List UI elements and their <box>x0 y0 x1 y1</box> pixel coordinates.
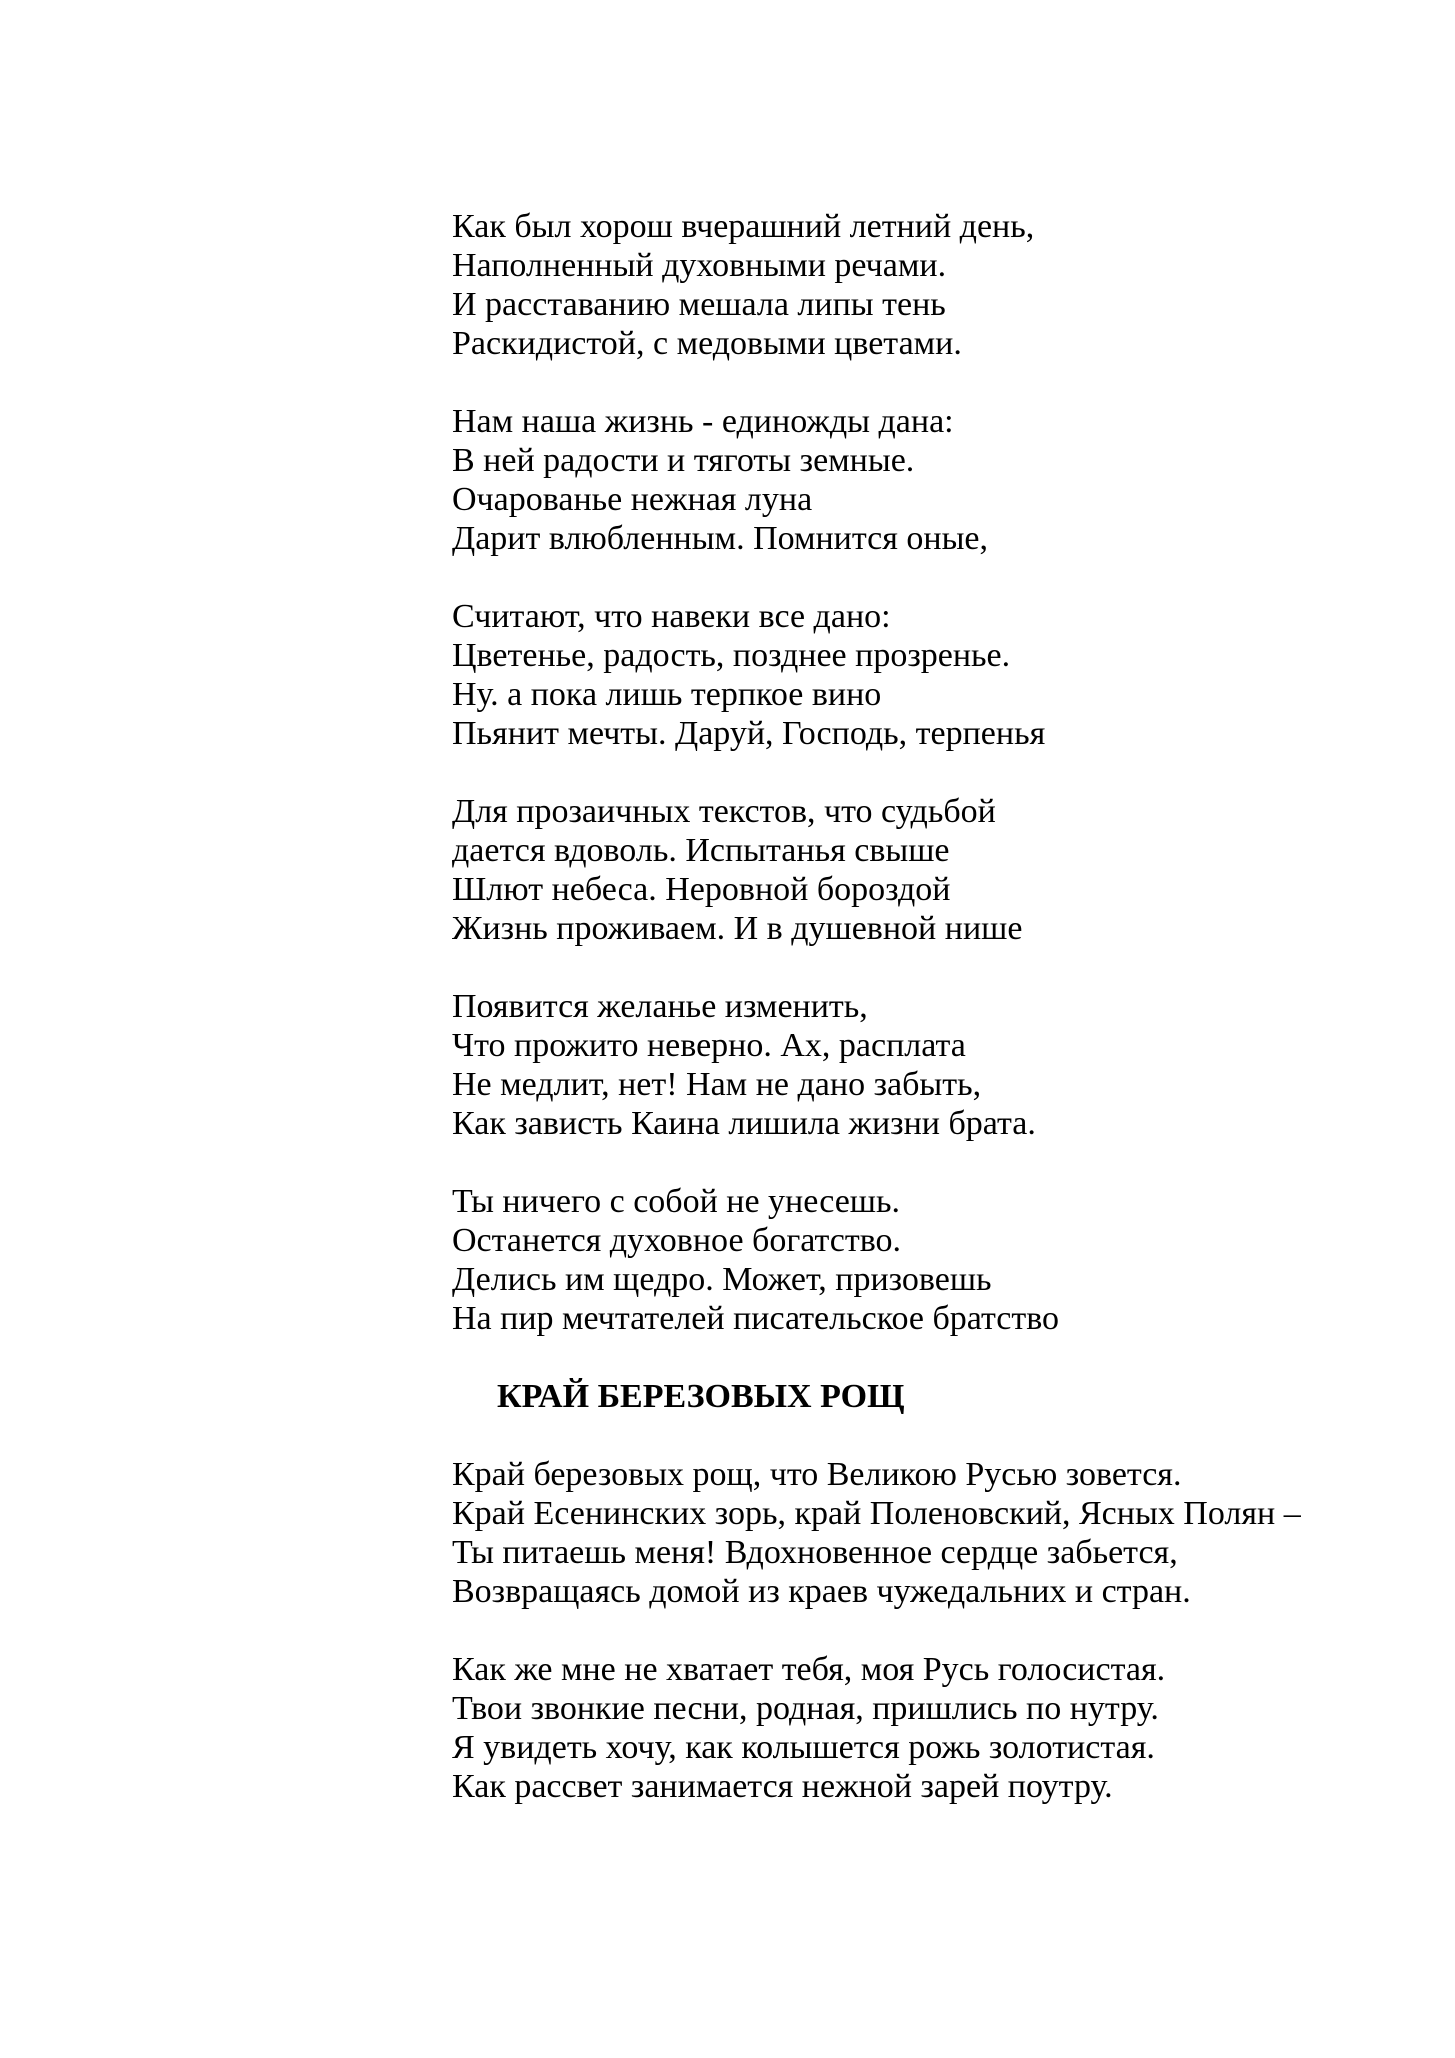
poem-line: Край березовых рощ, что Великою Русью зовется. <box>452 1456 1182 1493</box>
poem-title: КРАЙ БЕРЕЗОВЫХ РОЩ <box>497 1378 905 1415</box>
poem-line: Дарит влюбленным. Помнится оные, <box>452 520 989 557</box>
poem-line: Не медлит, нет! Нам не дано забыть, <box>452 1066 982 1103</box>
poem-line: Очарованье нежная луна <box>452 481 813 518</box>
poem-line: Пьянит мечты. Даруй, Господь, терпенья <box>452 715 1046 752</box>
poem-line: Считают, что навеки все дано: <box>452 598 891 635</box>
stanza-1 <box>452 207 1301 363</box>
poem-line: Возвращаясь домой из краев чужедальних и стран. <box>452 1573 1191 1610</box>
poem-line: Жизнь проживаем. И в душевной нише <box>452 910 1023 947</box>
poem-line: Твои звонкие песни, родная, пришлись по нутру. <box>452 1690 1159 1727</box>
stanza-3 <box>452 597 1301 753</box>
poem-line: Нам наша жизнь - единожды дана: <box>452 403 954 440</box>
poem-line: Как был хорош вчерашний летний день, <box>452 208 1035 245</box>
poem-line: Ты ничего с собой не унесешь. <box>452 1183 900 1220</box>
poem-line: Делись им щедро. Может, призовешь <box>452 1261 992 1298</box>
poem-line: Шлют небеса. Неровной бороздой <box>452 871 951 908</box>
poem-line: Ты питаешь меня! Вдохновенное сердце забьется, <box>452 1534 1178 1571</box>
poem-line: Я увидеть хочу, как колышется рожь золотистая. <box>452 1729 1155 1766</box>
stanza-8 <box>452 1650 1301 1806</box>
poem-line: Что прожито неверно. Ах, расплата <box>452 1027 966 1064</box>
poem-line: Ну. а пока лишь терпкое вино <box>452 676 882 713</box>
poem-line: дается вдоволь. Испытанья свыше <box>452 832 950 869</box>
stanza-5 <box>452 987 1301 1143</box>
poem-line: Раскидистой, с медовыми цветами. <box>452 325 962 362</box>
poem-line: Цветенье, радость, позднее прозренье. <box>452 637 1011 674</box>
poem-line: Как зависть Каина лишила жизни брата. <box>452 1105 1036 1142</box>
poem-content <box>452 207 1301 1845</box>
poem-line: И расставанию мешала липы тень <box>452 286 946 323</box>
stanza-6 <box>452 1182 1301 1338</box>
poem-line: Останется духовное богатство. <box>452 1222 902 1259</box>
poem-line: Как рассвет занимается нежной зарей поутру. <box>452 1768 1113 1805</box>
poem-line: В ней радости и тяготы земные. <box>452 442 915 479</box>
poem-line: Для прозаичных текстов, что судьбой <box>452 793 996 830</box>
stanza-7 <box>452 1455 1301 1611</box>
stanza-4 <box>452 792 1301 948</box>
stanza-2 <box>452 402 1301 558</box>
poem-line: Появится желанье изменить, <box>452 988 868 1025</box>
poem-line: Наполненный духовными речами. <box>452 247 947 284</box>
poem-line: Край Есенинских зорь, край Поленовский, Ясных Полян – <box>452 1495 1301 1532</box>
poem-line: Как же мне не хватает тебя, моя Русь голосистая. <box>452 1651 1166 1688</box>
poem-line: На пир мечтателей писательское братство <box>452 1300 1060 1337</box>
